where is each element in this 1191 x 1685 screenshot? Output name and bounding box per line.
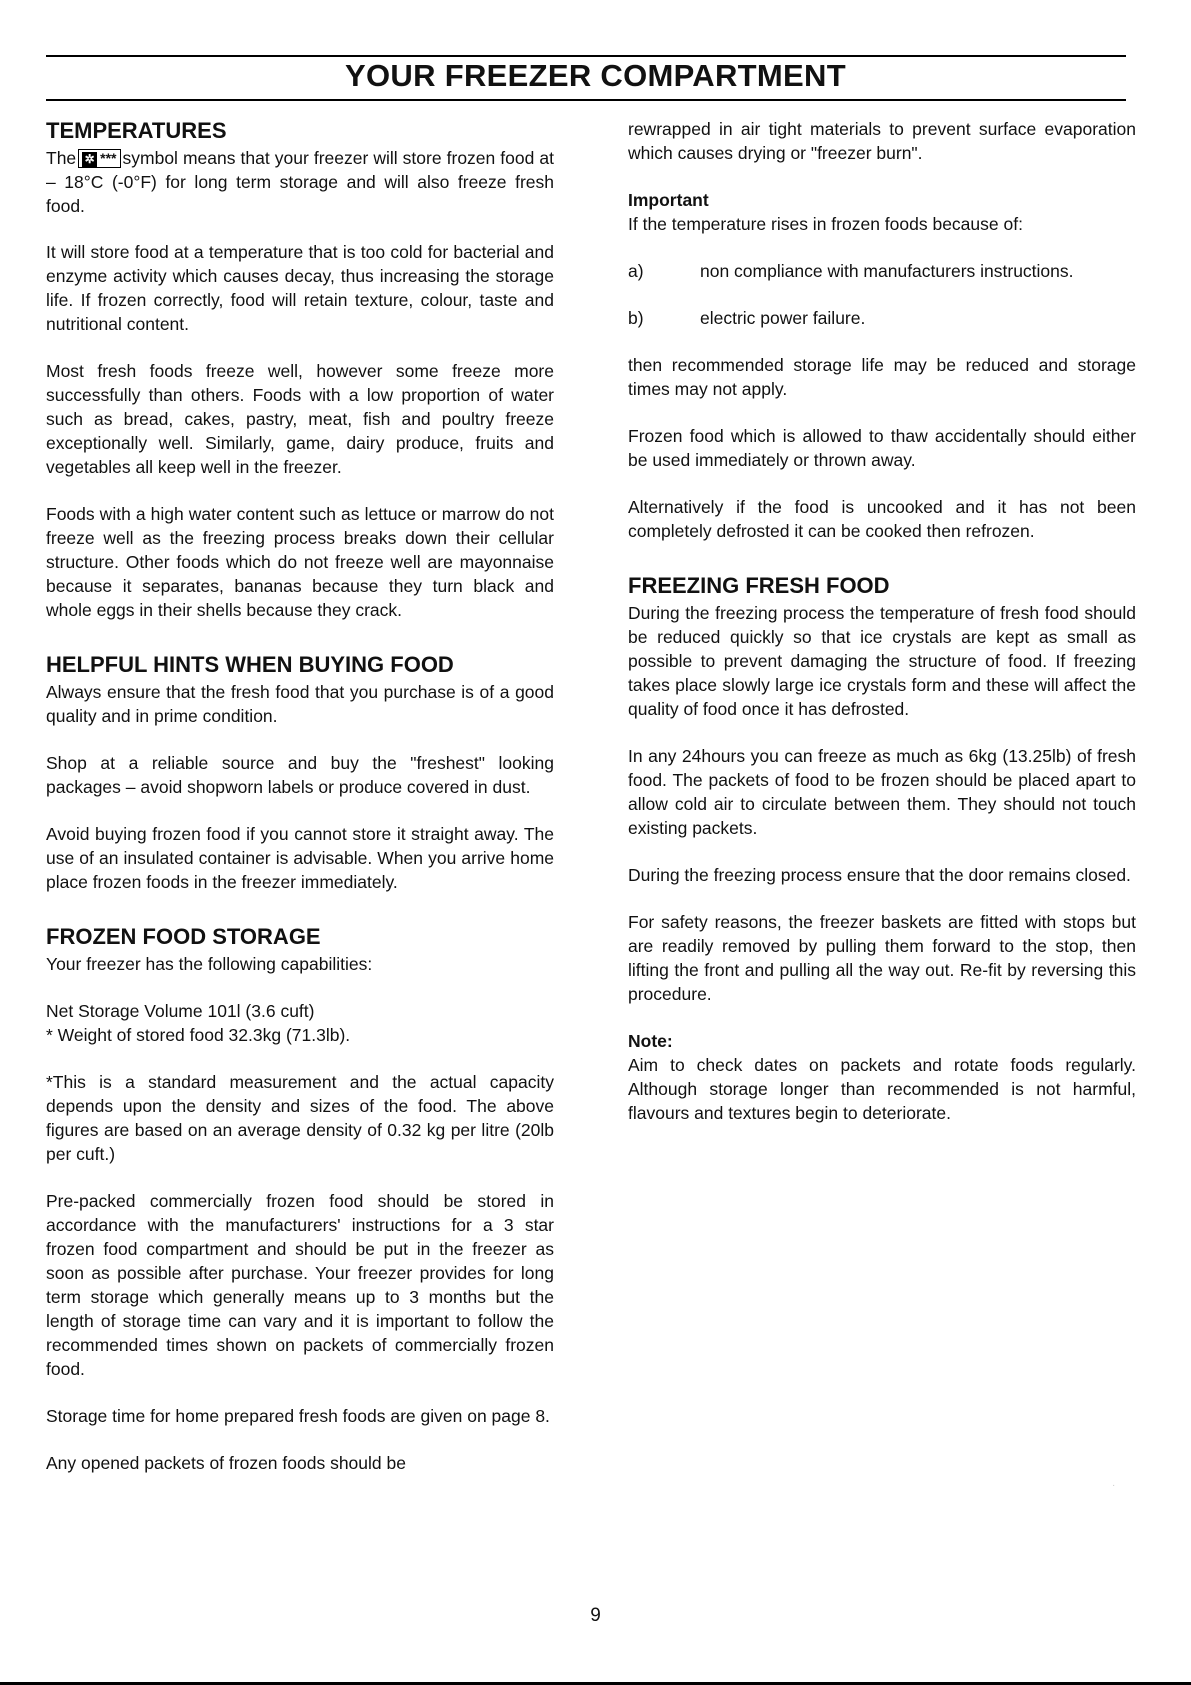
helpful-hints-paragraph-1: Always ensure that the fresh food that you purchase is of a good quality and in prime condition. [46,682,554,726]
frozen-storage-prepacked: Pre-packed commercially frozen food should be stored in accordance with the manufacturers' instructions for a 3 star frozen food compartment and should be put in the freezer as soon as possible after purchase. Your freezer provides for long term storage which generally means up to 3 months but the length of storage time can vary and it is important to follow the recommended times shown on packets of commercially frozen food. [46,1191,554,1379]
list-item-letter: a) [628,261,644,281]
refrozen-paragraph: Alternatively if the food is uncooked and it has not been completely defrosted it can be cooked then refrozen. [628,497,1136,541]
star-rating-stars: *** [100,150,117,166]
scan-speck: · [1112,1480,1116,1491]
page-number: 9 [590,1605,601,1626]
snowflake-icon: ✲ [82,152,97,167]
freezing-fresh-paragraph-4: For safety reasons, the freezer baskets are fitted with stops but are readily removed by pulling them forward to the stop, then lifting the front and pulling all the way out. Re-fit by reversing this procedure. [628,912,1136,1004]
title-rule [46,99,1126,101]
thaw-paragraph: Frozen food which is allowed to thaw accidentally should either be used immediately or thrown away. [628,426,1136,470]
freezing-fresh-paragraph-2: In any 24hours you can freeze as much as 6kg (13.25lb) of fresh food. The packets of food to be frozen should be placed apart to allow cold air to circulate between them. They should not touch existing packets. [628,746,1136,838]
star-rating-symbol [78,149,120,168]
note-text: Aim to check dates on packets and rotate foods regularly. Although storage longer than recommended is not harmful, flavours and textures begin to deteriorate. [628,1055,1136,1123]
frozen-storage-intro: Your freezer has the following capabilities: [46,954,373,974]
freezing-fresh-heading: FREEZING FRESH FOOD [628,573,890,598]
temperatures-paragraph-3: Most fresh foods freeze well, however some freeze more successfully than others. Foods with a low proportion of water such as bread, cakes, pastry, meat, fish and poultry freeze exceptionally well. Similarly, game, dairy produce, fruits and vegetables all keep well in the freezer. [46,361,554,477]
helpful-hints-paragraph-2: Shop at a reliable source and buy the "freshest" looking packages – avoid shopworn labels or produce covered in dust. [46,753,554,797]
right-column [628,117,1136,1148]
temperatures-paragraph-4: Foods with a high water content such as lettuce or marrow do not freeze well as the freezing process breaks down their cellular structure. Other foods which do not freeze well are mayonnaise because it separates, bananas because they turn black and whole eggs in their shells because they crack. [46,504,554,620]
temperatures-paragraph-2: It will store food at a temperature that is too cold for bacterial and enzyme activity which causes decay, thus increasing the storage life. If frozen correctly, food will retain texture, colour, taste and nutritional content. [46,242,554,334]
frozen-storage-note: *This is a standard measurement and the actual capacity depends upon the density and sizes of the food. The above figures are based on an average density of 0.32 kg per litre (20lb per cuft.) [46,1072,554,1164]
list-item-text: non compliance with manufacturers instructions. [700,261,1074,281]
temperatures-heading: TEMPERATURES [46,118,227,143]
storage-life-paragraph: then recommended storage life may be reduced and storage times may not apply. [628,355,1136,399]
rewrapped-paragraph: rewrapped in air tight materials to prevent surface evaporation which causes drying or "freezer burn". [628,119,1136,163]
helpful-hints-paragraph-3: Avoid buying frozen food if you cannot store it straight away. The use of an insulated container is advisable. When you arrive home place frozen foods in the freezer immediately. [46,824,554,892]
temperatures-p1-after: symbol means that your freezer will store frozen food at – 18°C (-0°F) for long term storage and will also freeze fresh food. [46,148,554,216]
list-item-letter: b) [628,308,644,328]
list-item [628,306,1136,330]
temperatures-paragraph-1 [46,146,554,218]
frozen-storage-capabilities [46,999,554,1047]
helpful-hints-heading: HELPFUL HINTS WHEN BUYING FOOD [46,652,454,677]
left-column [46,118,554,1498]
top-rule [46,55,1126,57]
freezing-fresh-paragraph-1: During the freezing process the temperature of fresh food should be reduced quickly so that ice crystals are kept as small as possible to prevent damaging the structure of food. If freezing takes place slowly large ice crystals form and these will affect the quality of food once it has defrosted. [628,603,1136,719]
freezing-fresh-paragraph-3: During the freezing process ensure that the door remains closed. [628,865,1131,885]
page-title: YOUR FREEZER COMPARTMENT [345,58,846,93]
weight-of-stored-food: * Weight of stored food 32.3kg (71.3lb). [46,1025,351,1045]
frozen-storage-home-prepared: Storage time for home prepared fresh foods are given on page 8. [46,1406,550,1426]
important-intro: If the temperature rises in frozen foods because of: [628,214,1023,234]
important-heading: Important [628,190,709,210]
list-item-text: electric power failure. [700,308,866,328]
temperatures-p1-before: The [46,148,77,168]
note-heading: Note: [628,1031,673,1051]
frozen-storage-opened-packets: Any opened packets of frozen foods should be [46,1453,406,1473]
list-item [628,259,1136,283]
frozen-storage-heading: FROZEN FOOD STORAGE [46,924,321,949]
net-storage-volume: Net Storage Volume 101l (3.6 cuft) [46,1001,315,1021]
